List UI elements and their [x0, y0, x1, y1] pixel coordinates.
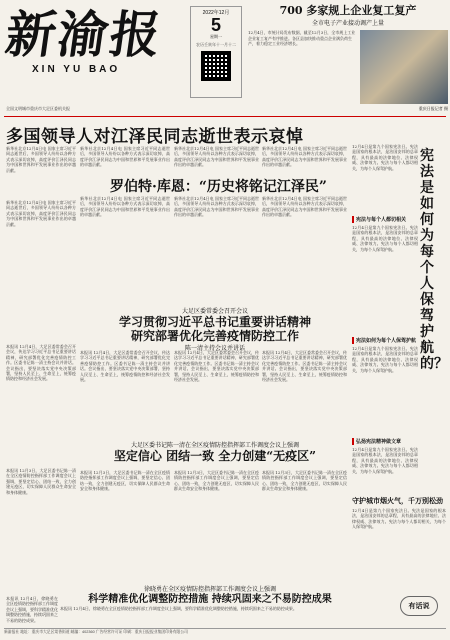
article-column-4c: 本报讯 12月3日，大足区委书记陈一清在全区疫情防控指挥部工作调度会议上强调，要坚定信心、团结一致，全力创建无疫区，切实保障人民群众生命安全和身体健康。	[174, 470, 259, 492]
date-day: 5	[210, 15, 221, 35]
quote-headline[interactable]: 罗伯特·库恩：“历史将铭记江泽民”	[110, 179, 327, 195]
comment-badge[interactable]: 有话说	[400, 596, 438, 616]
section-xu-xiaoyong	[60, 584, 360, 607]
article-column-2c: 新华社北京12月4日电 国家主席习近平同志逝世后，多国领导人纷纷以各种方式表示深切哀悼，高度评价江泽民同志为中国和世界和平发展事业作出的卓越贡献。	[174, 196, 259, 218]
top-story-photo	[360, 30, 448, 104]
article-column-3c: 本报讯 12月4日，大足区委常委会召开会议，传达学习习近平总书记重要讲话精神，研究部署优化完善疫情防控工作。区委书记陈一清主持会议并讲话。会议指出，要坚决落实党中央决策部署，坚持人民至上、生命至上，统筹疫情防控和经济社会发展。	[174, 350, 259, 383]
article-column-3b: 本报讯 12月4日，大足区委常委会召开会议，传达学习习近平总书记重要讲话精神，研究部署优化完善疫情防控工作。区委书记陈一清主持会议并讲话。会议指出，要坚决落实党中央决策部署，坚持人民至上、生命至上，统筹疫情防控和经济社会发展。	[80, 350, 170, 383]
newspaper-roman-name: XIN YU BAO	[32, 64, 121, 75]
article-column-1b: 新华社北京12月4日电 国家主席习近平同志逝世后，多国领导人纷纷以各种方式表示深切哀悼，高度评价江泽民同志为中国和世界和平发展事业作出的卓越贡献。	[80, 146, 170, 168]
article-column-3d: 本报讯 12月4日，大足区委常委会召开会议，传达学习习近平总书记重要讲话精神，研究部署优化完善疫情防控工作。区委书记陈一清主持会议并讲话。会议指出，要坚决落实党中央决策部署，坚持人民至上、生命至上，统筹疫情防控和经济社会发展。	[262, 350, 347, 383]
section1-title-line1[interactable]: 学习贯彻习近平总书记重要讲话精神	[118, 315, 311, 329]
header-divider	[4, 116, 446, 117]
lead-headline[interactable]: 多国领导人对江泽民同志逝世表示哀悼	[6, 127, 304, 147]
article-column-2d: 新华社北京12月4日电 国家主席习近平同志逝世后，多国领导人纷纷以各种方式表示深切哀悼，高度评价江泽民同志为中国和世界和平发展事业作出的卓越贡献。	[262, 196, 347, 218]
constitution-feature-title[interactable]: 宪法是如何为每个人保驾护航的？	[420, 148, 448, 372]
city-feature-text: 12月4日是第九个国家宪法日。宪法是国家的根本法，是治国安邦的总章程，具有最高的法律地位、法律权威、法律效力。宪法与每个人都切相关，为每个人保驾护航。	[352, 508, 446, 530]
masthead	[1, 5, 186, 111]
constitution-text-1: 12月4日是第九个国家宪法日。宪法是国家的根本法，是治国安邦的总章程，具有最高的法律地位、法律权威、法律效力。宪法与每个人都切相关，为每个人保驾护航。	[352, 144, 418, 171]
top-story-subhead: 全市电子产业接动调产上量	[311, 20, 384, 27]
top-story-text: 12月4日，市统计局发布数据，截至12月3日，全市规上工业企业复工复产有序推进。各区县加快推动重点企业满负荷生产，着力稳定工业经济增长。	[248, 30, 356, 46]
section1-subtitle: 陈一清主持会议并讲话	[184, 345, 245, 352]
section3-kicker: 徐晓勇在全区疫情防控指挥部工作调度会议上强调	[143, 586, 276, 593]
date-lunar: 农历壬寅年十一月十二	[196, 42, 236, 47]
qr-code-icon[interactable]	[201, 51, 231, 81]
section-standing-committee	[80, 306, 350, 352]
newspaper-logo: 新渝报	[1, 5, 167, 64]
article-column-1: 新华社北京12月4日电 国家主席习近平同志逝世后，多国领导人纷纷以各种方式表示深切哀悼，高度评价江泽民同志为中国和世界和平发展事业作出的卓越贡献。	[6, 146, 76, 173]
constitution-feature	[352, 144, 418, 477]
top-story-headline[interactable]: 700 多家规上企业复工复产	[279, 4, 417, 17]
page-footer: 新渝报社 地址：重庆市大足区棠香街道 邮编：402360 广告经营许可证 印刷：重庆日报报业集团印务有限公司	[4, 628, 446, 638]
city-feature-title[interactable]: 守护城市烟火气，千万别松劲	[352, 496, 443, 505]
constitution-tag-2: 宪法如何为每个人保驾护航	[352, 337, 418, 344]
constitution-tag-3: 弘扬宪法精神做文章	[352, 438, 418, 445]
article-column-4b: 本报讯 12月3日，大足区委书记陈一清在全区疫情防控指挥部工作调度会议上强调，要坚定信心、团结一致，全力创建无疫区，切实保障人民群众生命安全和身体健康。	[80, 470, 170, 492]
constitution-text-3: 12月4日是第九个国家宪法日。宪法是国家的根本法，是治国安邦的总章程，具有最高的法律地位、法律权威、法律效力。宪法与每个人都切相关，为每个人保驾护航。	[352, 346, 418, 373]
constitution-tag-1: 宪法与每个人都切相关	[352, 216, 418, 223]
top-right-story	[248, 2, 448, 112]
section1-title-line2[interactable]: 研究部署优化完善疫情防控工作	[130, 329, 299, 343]
constitution-text-4: 12月4日是第九个国家宪法日。宪法是国家的根本法，是治国安邦的总章程，具有最高的法律地位、法律权威、法律效力。宪法与每个人都切相关，为每个人保驾护航。	[352, 447, 418, 474]
article-column-1c: 新华社北京12月4日电 国家主席习近平同志逝世后，多国领导人纷纷以各种方式表示深切哀悼，高度评价江泽民同志为中国和世界和平发展事业作出的卓越贡献。	[174, 146, 259, 168]
article-column-5: 本报讯 12月4日，徐晓勇在全区疫情防控指挥部工作调度会议上强调，要科学精准优化调整防控措施，持续巩固来之不易的防控成果。	[6, 596, 58, 623]
article-column-2: 新华社北京12月4日电 国家主席习近平同志逝世后，多国领导人纷纷以各种方式表示深切哀悼，高度评价江泽民同志为中国和世界和平发展事业作出的卓越贡献。	[6, 200, 76, 227]
article-column-2b: 新华社北京12月4日电 国家主席习近平同志逝世后，多国领导人纷纷以各种方式表示深切哀悼，高度评价江泽民同志为中国和世界和平发展事业作出的卓越贡献。	[80, 196, 170, 218]
article-column-1d: 新华社北京12月4日电 国家主席习近平同志逝世后，多国领导人纷纷以各种方式表示深切哀悼，高度评价江泽民同志为中国和世界和平发展事业作出的卓越贡献。	[262, 146, 347, 168]
section1-kicker: 大足区委常委会召开会议	[181, 308, 248, 315]
masthead-info: 全国文明城市重庆市大足区委机关报	[6, 106, 70, 111]
section-epidemic-meeting	[80, 440, 350, 463]
section2-title[interactable]: 坚定信心 团结一致 全力创建“无疫区”	[113, 449, 317, 463]
article-column-4d: 本报讯 12月3日，大足区委书记陈一清在全区疫情防控指挥部工作调度会议上强调，要坚定信心、团结一致，全力创建无疫区，切实保障人民群众生命安全和身体健康。	[262, 470, 347, 492]
constitution-text-2: 12月4日是第九个国家宪法日。宪法是国家的根本法，是治国安邦的总章程，具有最高的法律地位、法律权威、法律效力。宪法与每个人都切相关，为每个人保驾护航。	[352, 225, 418, 252]
article-column-3: 本报讯 12月4日，大足区委常委会召开会议，传达学习习近平总书记重要讲话精神，研究部署优化完善疫情防控工作。区委书记陈一清主持会议并讲话。会议指出，要坚决落实党中央决策部署，坚持人民至上、生命至上，统筹疫情防控和经济社会发展。	[6, 344, 76, 382]
date-month: 2022年12月	[202, 10, 230, 16]
photo-credit: 重庆日报记者 摄	[418, 106, 448, 111]
date-weekday: 星期一	[210, 34, 222, 39]
date-box	[190, 6, 242, 98]
article-column-5b: 本报讯 12月4日，徐晓勇在全区疫情防控指挥部工作调度会议上强调，要科学精准优化调整防控措施，持续巩固来之不易的防控成果。	[60, 606, 297, 611]
section3-title[interactable]: 科学精准优化调整防控措施 持续巩固来之不易防控成果	[88, 594, 332, 605]
article-column-4: 本报讯 12月3日，大足区委书记陈一清在全区疫情防控指挥部工作调度会议上强调，要坚定信心、团结一致，全力创建无疫区，切实保障人民群众生命安全和身体健康。	[6, 468, 76, 495]
section2-kicker: 大足区委书记陈一清在全区疫情防控指挥部工作调度会议上强调	[130, 442, 299, 449]
